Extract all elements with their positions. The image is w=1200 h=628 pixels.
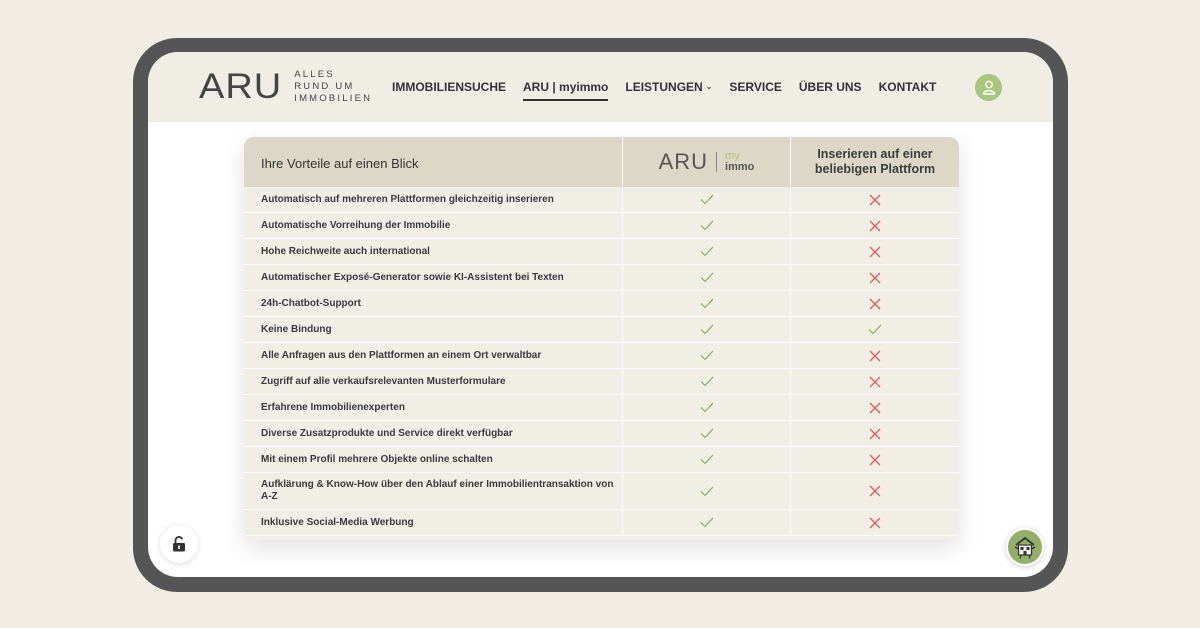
cross-icon <box>790 395 959 420</box>
cross-icon <box>790 187 959 212</box>
logo-tagline <box>294 69 372 105</box>
check-icon <box>622 239 790 264</box>
logo[interactable] <box>199 67 372 107</box>
cross-icon <box>790 369 959 394</box>
row-label: Diverse Zusatzprodukte und Service direkt verfügbar <box>261 427 513 439</box>
table-row <box>244 510 959 536</box>
nav-item-immobiliensuche[interactable]: IMMOBILIENSUCHE <box>392 80 506 94</box>
cross-icon <box>790 421 959 446</box>
lock-icon <box>172 536 186 552</box>
table-body <box>244 187 959 536</box>
check-icon <box>622 317 790 342</box>
logo-line-3: IMMOBILIEN <box>294 93 373 104</box>
check-icon <box>622 473 790 509</box>
nav-item-service[interactable]: SERVICE <box>729 80 782 94</box>
user-account-button[interactable] <box>975 74 1002 101</box>
check-icon <box>790 317 959 342</box>
check-icon <box>622 213 790 238</box>
check-icon <box>622 343 790 368</box>
table-row <box>244 473 959 510</box>
check-icon <box>622 265 790 290</box>
cross-icon <box>790 473 959 509</box>
cross-icon <box>790 447 959 472</box>
table-row <box>244 213 959 239</box>
table-row <box>244 343 959 369</box>
row-label: Keine Bindung <box>261 323 332 335</box>
cross-icon <box>790 510 959 535</box>
check-icon <box>622 447 790 472</box>
site-header <box>148 52 1053 122</box>
row-label: Aufklärung & Know-How über den Ablauf einer Immobilientransaktion von A-Z <box>261 479 614 502</box>
cross-icon <box>790 343 959 368</box>
nav-item-leistungen[interactable] <box>625 78 712 98</box>
aru-myimmo-logo-text <box>725 151 754 173</box>
aru-myimmo-logo-mark: ARU <box>658 149 709 174</box>
check-icon <box>622 421 790 446</box>
nav-item-ueber-uns[interactable]: ÜBER UNS <box>798 80 862 94</box>
nav-item-aru-myimmo[interactable]: ARU | myimmo <box>523 78 608 98</box>
table-row <box>244 239 959 265</box>
row-label: Hohe Reichweite auch international <box>261 245 430 257</box>
table-row <box>244 291 959 317</box>
table-row <box>244 421 959 447</box>
check-icon <box>622 187 790 212</box>
user-icon <box>982 80 996 95</box>
chevron-down-icon: ⌄ <box>705 82 713 91</box>
aru-myimmo-logo <box>659 149 755 175</box>
chatbot-house-icon <box>1012 534 1038 560</box>
table-header <box>244 137 959 187</box>
row-label: Automatische Vorreihung der Immobilie <box>261 219 451 231</box>
cross-icon <box>790 239 959 264</box>
nav-item-leistungen-label: LEISTUNGEN <box>625 80 703 94</box>
column-header-other-platform: Inserieren auf einer beliebigen Plattform <box>790 137 959 187</box>
row-label: Zugriff auf alle verkaufsrelevanten Musterformulare <box>261 375 506 387</box>
table-row <box>244 369 959 395</box>
logo-divider <box>716 152 717 172</box>
logo-line-2: RUND UM <box>294 81 355 92</box>
logo-mark: ARU <box>199 67 283 106</box>
screen <box>148 52 1053 577</box>
row-label: 24h-Chatbot-Support <box>261 297 361 309</box>
cross-icon <box>790 265 959 290</box>
column-header-aru-myimmo <box>622 137 790 187</box>
check-icon <box>622 510 790 535</box>
row-label: Erfahrene Immobilienexperten <box>261 401 405 413</box>
table-title: Ihre Vorteile auf einen Blick <box>261 156 419 171</box>
table-row <box>244 317 959 343</box>
nav-item-kontakt[interactable]: KONTAKT <box>878 80 937 94</box>
row-label: Automatisch auf mehreren Plattformen gleichzeitig inserieren <box>261 193 554 205</box>
row-label: Automatischer Exposé-Generator sowie KI-Assistent bei Texten <box>261 271 564 283</box>
table-row <box>244 265 959 291</box>
check-icon <box>622 395 790 420</box>
cross-icon <box>790 213 959 238</box>
logo-my: my <box>725 150 740 162</box>
comparison-table <box>244 137 959 540</box>
main-nav <box>392 78 953 98</box>
table-row <box>244 395 959 421</box>
logo-line-1: ALLES <box>294 69 335 80</box>
row-label: Alle Anfragen aus den Plattformen an einem Ort verwaltbar <box>261 349 542 361</box>
row-label: Inklusive Social-Media Werbung <box>261 516 414 528</box>
table-row <box>244 187 959 213</box>
cross-icon <box>790 291 959 316</box>
check-icon <box>622 369 790 394</box>
chatbot-button[interactable] <box>1006 528 1044 566</box>
check-icon <box>622 291 790 316</box>
table-row <box>244 447 959 473</box>
cookie-settings-button[interactable] <box>160 525 198 563</box>
logo-immo: immo <box>725 161 755 173</box>
row-label: Mit einem Profil mehrere Objekte online schalten <box>261 453 493 465</box>
